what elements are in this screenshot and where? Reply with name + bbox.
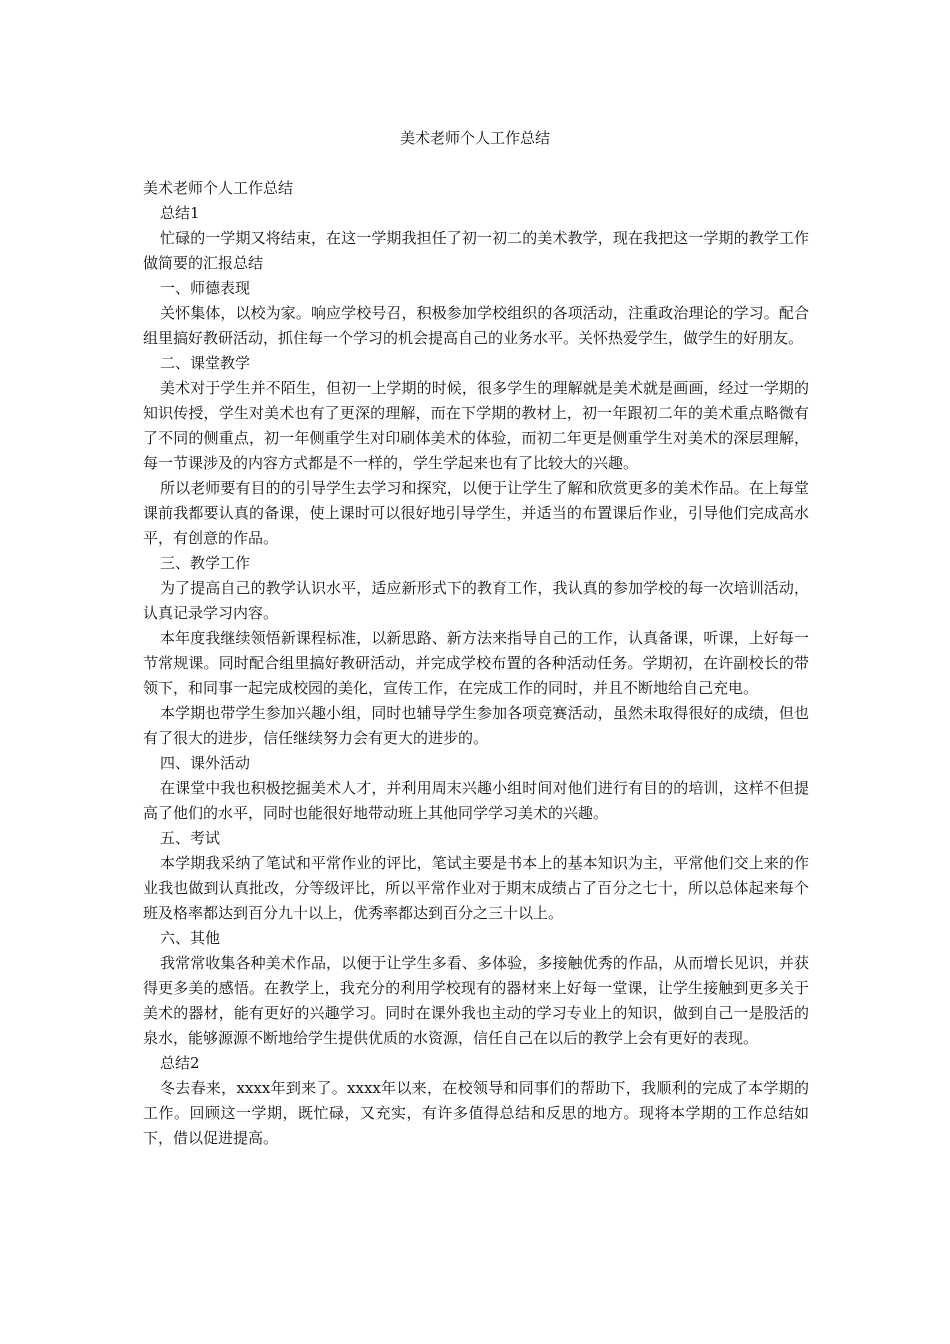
paragraph: 本年度我继续领悟新课程标准，以新思路、新方法来指导自己的工作，认真备课，听课，上好每一节常规课。同时配合组里搞好教研活动，并完成学校布置的各种活动任务。学期初，在许副校长的带领下，和同事一起完成校园的美化，宣传工作，在完成工作的同时，并且不断地给自己充电。 xyxy=(143,629,809,697)
section-heading: 二、课堂教学 xyxy=(160,354,251,372)
paragraph: 美术老师个人工作总结 xyxy=(143,179,294,197)
section-heading: 六、其他 xyxy=(160,929,221,947)
section-heading: 总结1 xyxy=(160,204,200,222)
section-heading: 三、教学工作 xyxy=(160,554,251,572)
paragraph: 本学期我采纳了笔试和平常作业的评比，笔试主要是书本上的基本知识为主，平常他们交上来的作业我也做到认真批改，分等级评比，所以平常作业对于期末成绩占了百分之七十，所以总体起来每个班及格率都达到百分九十以上，优秀率都达到百分之三十以上。 xyxy=(143,854,809,922)
document-body xyxy=(143,176,809,1151)
section-heading: 四、课外活动 xyxy=(160,754,251,772)
section-heading: 一、师德表现 xyxy=(160,279,251,297)
paragraph: 本学期也带学生参加兴趣小组，同时也辅导学生参加各项竞赛活动，虽然未取得很好的成绩，但也有了很大的进步，信任继续努力会有更大的进步的。 xyxy=(143,704,809,747)
paragraph: 忙碌的一学期又将结束，在这一学期我担任了初一初二的美术教学，现在我把这一学期的教学工作做简要的汇报总结 xyxy=(143,229,809,272)
document-title: 美术老师个人工作总结 xyxy=(399,129,550,147)
paragraph: 冬去春来，xxxx年到来了。xxxx年以来，在校领导和同事们的帮助下，我顺利的完成了本学期的工作。回顾这一学期，既忙碌，又充实，有许多值得总结和反思的地方。现将本学期的工作总结如下，借以促进提高。 xyxy=(143,1079,809,1147)
section-heading: 五、考试 xyxy=(160,829,221,847)
paragraph: 所以老师要有目的的引导学生去学习和探究，以便于让学生了解和欣赏更多的美术作品。在上每堂课前我都要认真的备课，使上课时可以很好地引导学生，并适当的布置课后作业，引导他们完成高水平，有创意的作品。 xyxy=(143,479,809,547)
paragraph: 为了提高自己的教学认识水平，适应新形式下的教育工作，我认真的参加学校的每一次培训活动，认真记录学习内容。 xyxy=(143,579,809,622)
paragraph: 在课堂中我也积极挖掘美术人才，并利用周末兴趣小组时间对他们进行有目的的培训，这样不但提高了他们的水平，同时也能很好地带动班上其他同学学习美术的兴趣。 xyxy=(143,779,809,822)
paragraph: 美术对于学生并不陌生，但初一上学期的时候，很多学生的理解就是美术就是画画，经过一学期的知识传授，学生对美术也有了更深的理解，而在下学期的教材上，初一年跟初二年的美术重点略微有了不同的侧重点，初一年侧重学生对印刷体美术的体验，而初二年更是侧重学生对美术的深层理解，每一节课涉及的内容方式都是不一样的，学生学起来也有了比较大的兴趣。 xyxy=(143,379,809,472)
paragraph: 关怀集体，以校为家。响应学校号召，积极参加学校组织的各项活动，注重政治理论的学习。配合组里搞好教研活动，抓住每一个学习的机会提高自己的业务水平。关怀热爱学生，做学生的好朋友。 xyxy=(143,304,809,347)
section-heading: 总结2 xyxy=(160,1054,200,1072)
paragraph: 我常常收集各种美术作品，以便于让学生多看、多体验，多接触优秀的作品，从而增长见识，并获得更多美的感悟。在教学上，我充分的利用学校现有的器材来上好每一堂课，让学生接触到更多关于美术的器材，能有更好的兴趣学习。同时在课外我也主动的学习专业上的知识，做到自己一是股活的泉水，能够源源不断地给学生提供优质的水资源，信任自己在以后的教学上会有更好的表现。 xyxy=(143,954,809,1047)
